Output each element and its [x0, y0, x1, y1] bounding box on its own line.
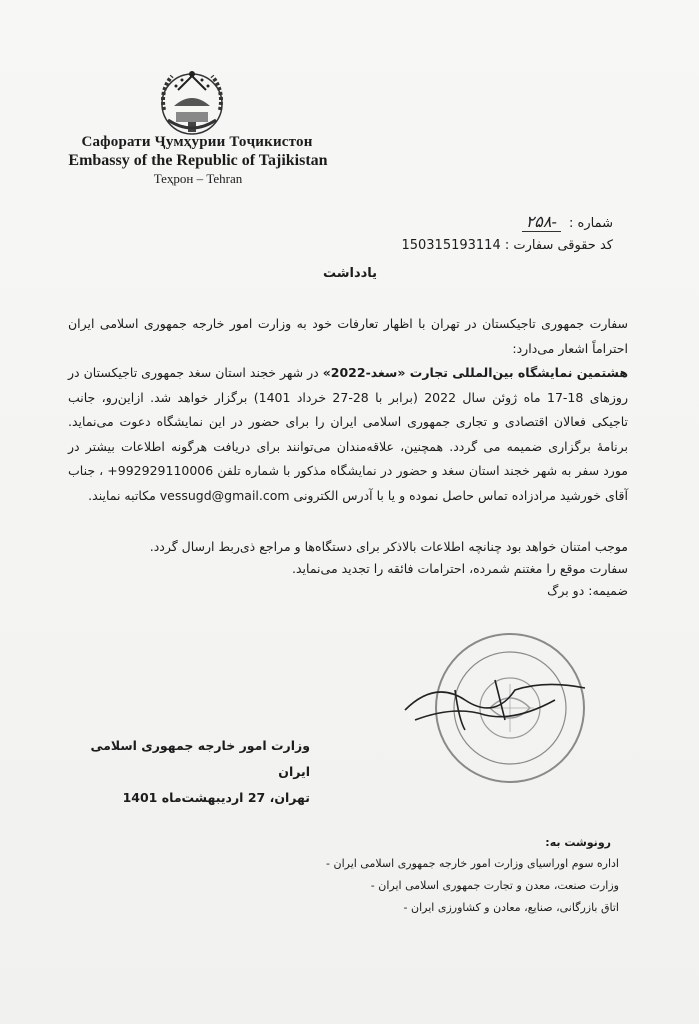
closing-line-2: سفارت موقع را مغتنم شمرده، احترامات فائقه را تجدید می‌نماید.: [292, 561, 628, 576]
closing-line-1: موجب امتنان خواهد بود چنانچه اطلاعات بالاذکر برای دستگاه‌ها و مراجع ذی‌ربط ارسال گردد.: [149, 539, 628, 554]
cc-item: وزارت صنعت، معدن و تجارت جمهوری اسلامی ایران -: [299, 875, 619, 897]
exhibition-name: هشتمین نمایشگاه بین‌المللی تجارت «سغد-2022»: [322, 365, 629, 380]
letter-closing: [68, 536, 628, 602]
legal-code-value: 150315193114: [401, 238, 501, 253]
letter-body: [68, 312, 628, 508]
letter-number-value: -۲۵۸: [522, 212, 561, 232]
legal-code-label: کد حقوقی سفارت :: [504, 238, 613, 253]
legal-code-line: [401, 238, 613, 253]
letter-number-line: [518, 212, 613, 232]
recipient-city-date: تهران، 27 اردیبهشت‌ماه 1401: [122, 790, 310, 805]
cc-item: اداره سوم اوراسیای وزارت امور خارجه جمهوری اسلامی ایران -: [299, 853, 619, 875]
embassy-name-tajik: Сафорати Ҷумҳурии Тоҷикистон: [81, 134, 313, 150]
recipient-block: [90, 733, 310, 811]
body-paragraph-2-text: در شهر خجند استان سغد جمهوری تاجیکستان در روزهای 18-17 ماه ژوئن سال 2022 (برابر با 28-27 خرداد 1401) برگزار خواهد شد. ازاین‌رو، جانب تاجیکی فعالان اقتصادی و تجاری جمهوری اسلامی ایران را برای حضور در این نمایشگاه دعوت می‌نماید. برنامهٔ برگزاری ضمیمه می گردد. همچنین، علاقه‌مندان می‌توانند برای دریافت هرگونه اطلاعات بیشتر در مورد سفر به شهر خجند استان سغد و حضور در نمایشگاه مذکور با شماره تلفن 992929110006+ ، جناب آقای خورشید مرادزاده تماس حاصل نموده و یا با آدرس الکترونی vessugd@gmail.com مکاتبه نمایند.: [68, 365, 628, 503]
signature-icon: [395, 660, 595, 740]
attachment-note: ضمیمه: دو برگ: [547, 583, 628, 598]
document-title: يادداشت: [322, 266, 378, 281]
cc-list: [299, 853, 619, 919]
embassy-city: Теҳрон – Tehran: [153, 171, 243, 186]
cc-title: رونوشت به:: [545, 836, 611, 849]
embassy-name-english: Embassy of the Republic of Tajikistan: [68, 152, 328, 169]
state-emblem-icon: [152, 60, 232, 140]
recipient-name: وزارت امور خارجه جمهوری اسلامی ایران: [90, 738, 310, 779]
cc-item: اتاق بازرگانی، صنایع، معادن و کشاورزی ایران -: [299, 897, 619, 919]
body-paragraph-2: [68, 361, 628, 508]
body-paragraph-1: سفارت جمهوری تاجیکستان در تهران با اظهار تعارفات خود به وزارت امور خارجه جمهوری اسلامی ایران احتراماً اشعار می‌دارد:: [68, 316, 628, 356]
letter-number-label: شماره :: [569, 216, 613, 231]
